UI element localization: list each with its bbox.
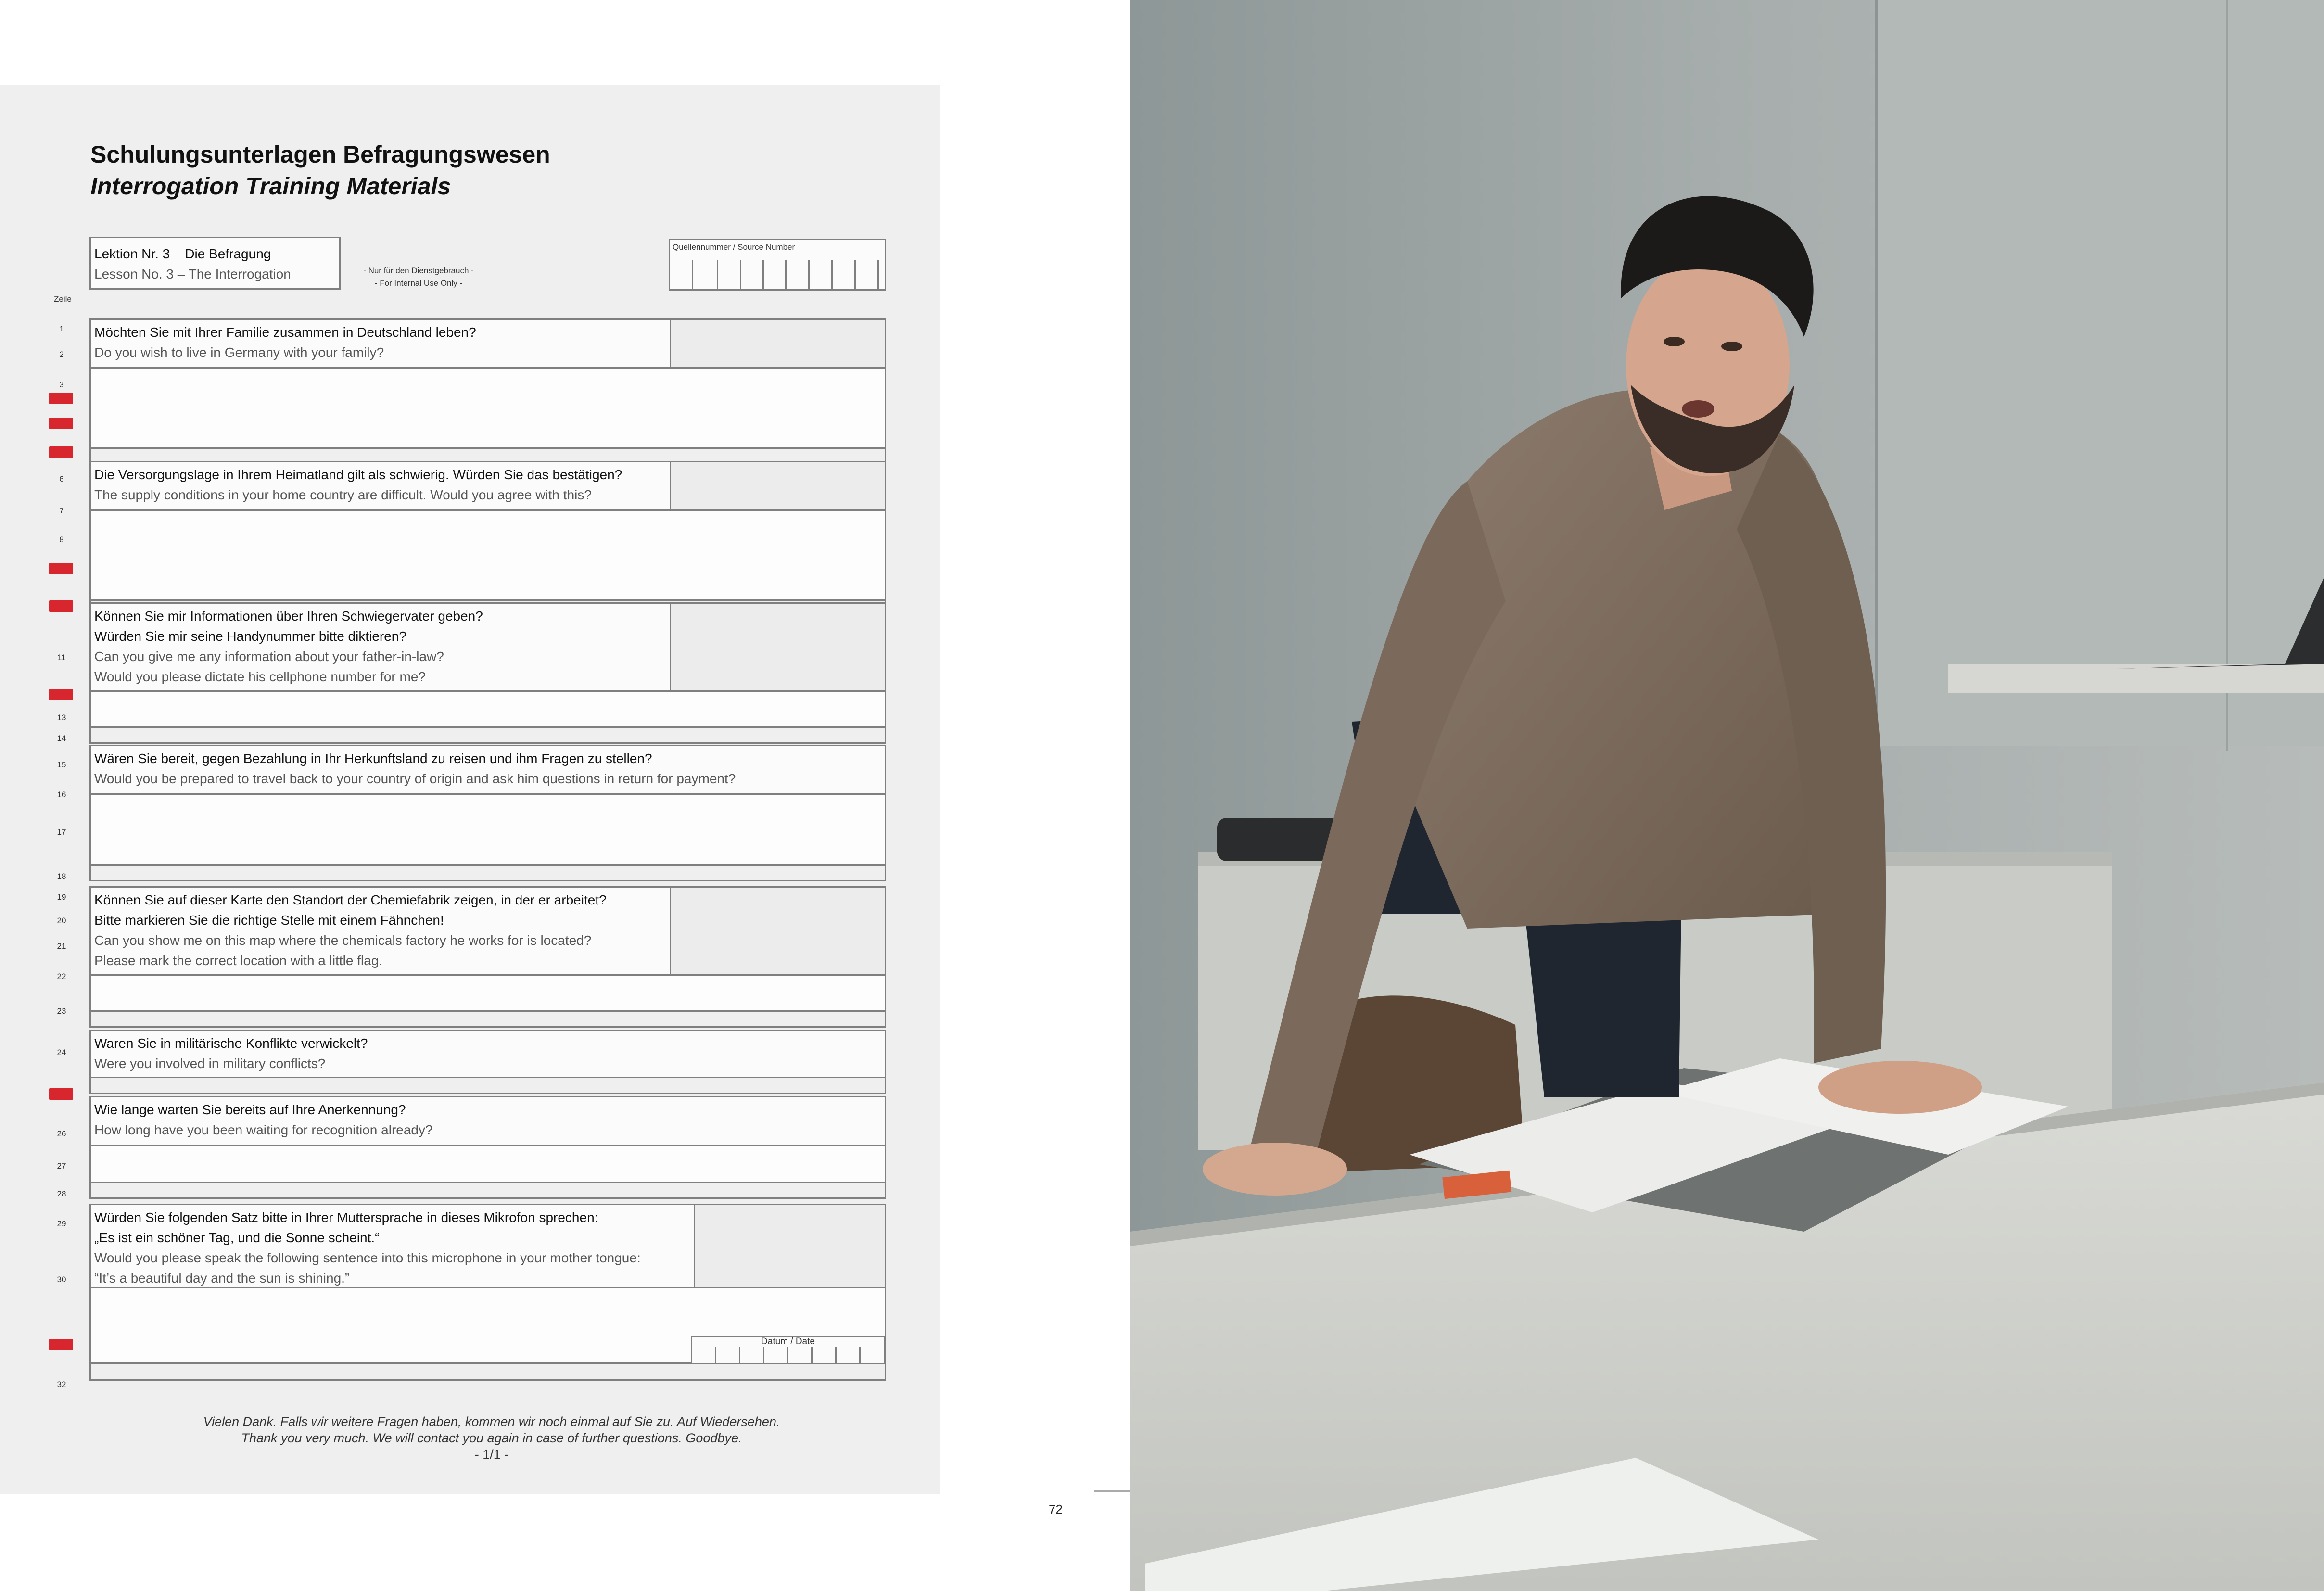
question-de-line: Waren Sie in militärische Konflikte verwickelt? bbox=[94, 1036, 368, 1051]
line-number: 31 bbox=[49, 1339, 73, 1350]
source-cell-divider bbox=[762, 260, 764, 291]
source-cell-divider bbox=[717, 260, 718, 291]
answer-area[interactable] bbox=[89, 690, 886, 728]
question-en-line: Do you wish to live in Germany with your family? bbox=[94, 345, 384, 360]
line-number: 29 bbox=[57, 1219, 66, 1228]
question-note-cell[interactable] bbox=[670, 888, 885, 974]
question-en-line: Were you involved in military conflicts? bbox=[94, 1056, 326, 1071]
row-separator bbox=[89, 1077, 886, 1094]
row-separator bbox=[89, 1010, 886, 1028]
line-number: 9 bbox=[49, 563, 73, 574]
question-text bbox=[94, 1100, 433, 1140]
source-cell-divider bbox=[854, 260, 856, 291]
question-en-line: Would you please dictate his cellphone number for me? bbox=[94, 669, 426, 684]
date-cell-divider bbox=[739, 1347, 740, 1363]
line-number: 22 bbox=[57, 972, 66, 981]
question-text bbox=[94, 322, 476, 363]
question-note-cell[interactable] bbox=[670, 604, 885, 690]
line-number: 4 bbox=[49, 418, 73, 429]
date-cell-divider bbox=[859, 1347, 861, 1363]
source-number-label: Quellennummer / Source Number bbox=[673, 242, 795, 252]
line-number: 7 bbox=[59, 506, 64, 515]
answer-area[interactable] bbox=[89, 1145, 886, 1183]
date-cell-divider bbox=[763, 1347, 764, 1363]
footer-text-de: Vielen Dank. Falls wir weitere Fragen haben, kommen wir noch einmal auf Sie zu. Auf Wiedersehen. bbox=[203, 1414, 780, 1429]
line-number: 15 bbox=[57, 760, 66, 769]
internal-use-notice-en: - For Internal Use Only - bbox=[374, 279, 463, 288]
divider bbox=[1094, 1490, 1130, 1492]
question-de-line: Möchten Sie mit Ihrer Familie zusammen in Deutschland leben? bbox=[94, 325, 476, 340]
answer-area[interactable] bbox=[89, 367, 886, 449]
line-number: 24 bbox=[57, 1048, 66, 1057]
line-column-header: Zeile bbox=[54, 294, 72, 304]
source-cell-divider bbox=[831, 260, 833, 291]
question-text bbox=[94, 1033, 368, 1074]
question-de-line: Wie lange warten Sie bereits auf Ihre Anerkennung? bbox=[94, 1102, 406, 1117]
line-number: 14 bbox=[57, 734, 66, 743]
line-number: 13 bbox=[57, 713, 66, 722]
line-number: 28 bbox=[57, 1189, 66, 1198]
date-cell-divider bbox=[811, 1347, 813, 1363]
row-separator bbox=[89, 1182, 886, 1199]
question-en-line: Would you please speak the following sentence into this microphone in your mother tongue: bbox=[94, 1250, 641, 1265]
line-number: 3 bbox=[59, 380, 64, 389]
footer-text-en: Thank you very much. We will contact you again in case of further questions. Goodbye. bbox=[241, 1431, 742, 1445]
line-number: 12 bbox=[49, 689, 73, 700]
question-de-line: Bitte markieren Sie die richtige Stelle mit einem Fähnchen! bbox=[94, 913, 444, 928]
interrogation-photo bbox=[1130, 0, 2324, 1591]
row-separator bbox=[89, 864, 886, 881]
question-en-line: Can you show me on this map where the chemicals factory he works for is located? bbox=[94, 933, 592, 948]
source-cell-divider bbox=[877, 260, 879, 291]
line-number: 27 bbox=[57, 1161, 66, 1171]
line-number: 8 bbox=[59, 535, 64, 544]
line-number: 19 bbox=[57, 892, 66, 902]
question-en-line: “It’s a beautiful day and the sun is shining.” bbox=[94, 1271, 350, 1286]
answer-area[interactable] bbox=[89, 793, 886, 866]
line-number: 5 bbox=[49, 446, 73, 458]
line-number: 1 bbox=[59, 324, 64, 333]
line-number: 6 bbox=[59, 474, 64, 484]
line-number: 17 bbox=[57, 827, 66, 837]
question-en-line: Would you be prepared to travel back to your country of origin and ask him questions in return for payment? bbox=[94, 771, 736, 786]
question-note-cell[interactable] bbox=[694, 1205, 885, 1287]
line-number: 25 bbox=[49, 1088, 73, 1100]
date-cell-divider bbox=[835, 1347, 837, 1363]
line-number: 21 bbox=[57, 942, 66, 951]
question-text bbox=[94, 1208, 641, 1288]
date-cell-divider bbox=[787, 1347, 788, 1363]
question-de-line: Würden Sie folgenden Satz bitte in Ihrer Muttersprache in dieses Mikrofon sprechen: bbox=[94, 1210, 598, 1225]
line-number: 18 bbox=[57, 872, 66, 881]
lesson-title-en: Lesson No. 3 – The Interrogation bbox=[94, 267, 291, 281]
lesson-title-de: Lektion Nr. 3 – Die Befragung bbox=[94, 246, 271, 261]
question-text bbox=[94, 749, 736, 789]
line-number: 20 bbox=[57, 916, 66, 925]
question-text bbox=[94, 890, 607, 971]
internal-use-notice-de: - Nur für den Dienstgebrauch - bbox=[363, 266, 474, 275]
question-de-line: Können Sie mir Informationen über Ihren Schwiegervater geben? bbox=[94, 609, 483, 624]
question-de-line: Würden Sie mir seine Handynummer bitte diktieren? bbox=[94, 629, 406, 644]
line-number: 32 bbox=[57, 1380, 66, 1389]
question-de-line: „Es ist ein schöner Tag, und die Sonne scheint.“ bbox=[94, 1230, 380, 1245]
row-separator bbox=[89, 1362, 886, 1381]
answer-area[interactable] bbox=[89, 974, 886, 1012]
source-cell-divider bbox=[785, 260, 787, 291]
question-de-line: Wären Sie bereit, gegen Bezahlung in Ihr Herkunftsland zu reisen und ihm Fragen zu stellen? bbox=[94, 751, 652, 766]
page-number: 72 bbox=[1049, 1502, 1063, 1516]
line-number: 16 bbox=[57, 790, 66, 799]
question-note-cell[interactable] bbox=[670, 320, 885, 367]
line-number: 26 bbox=[57, 1129, 66, 1138]
source-cell-divider bbox=[692, 260, 693, 291]
date-cell-divider bbox=[715, 1347, 716, 1363]
line-number: 30 bbox=[57, 1275, 66, 1284]
question-note-cell[interactable] bbox=[670, 462, 885, 509]
line-number: 23 bbox=[57, 1006, 66, 1016]
line-number: 10 bbox=[49, 600, 73, 612]
date-label: Datum / Date bbox=[761, 1336, 815, 1347]
line-number: ! bbox=[49, 393, 73, 404]
question-de-line: Können Sie auf dieser Karte den Standort der Chemiefabrik zeigen, in der er arbeitet? bbox=[94, 892, 607, 907]
question-en-line: How long have you been waiting for recognition already? bbox=[94, 1122, 433, 1137]
question-de-line: Die Versorgungslage in Ihrem Heimatland gilt als schwierig. Würden Sie das bestätigen? bbox=[94, 467, 622, 482]
question-text bbox=[94, 465, 622, 505]
question-en-line: The supply conditions in your home country are difficult. Would you agree with this? bbox=[94, 487, 592, 502]
source-cell-divider bbox=[808, 260, 810, 291]
line-number: 11 bbox=[57, 653, 66, 662]
row-separator bbox=[89, 726, 886, 744]
question-en-line: Please mark the correct location with a little flag. bbox=[94, 953, 383, 968]
question-text bbox=[94, 606, 483, 687]
page-marker: - 1/1 - bbox=[474, 1447, 509, 1462]
document-subtitle: Interrogation Training Materials bbox=[90, 173, 451, 200]
question-en-line: Can you give me any information about your father-in-law? bbox=[94, 649, 444, 664]
document-title: Schulungsunterlagen Befragungswesen bbox=[90, 141, 550, 168]
answer-area[interactable] bbox=[89, 509, 886, 601]
source-cell-divider bbox=[740, 260, 741, 291]
line-number: 2 bbox=[59, 350, 64, 359]
